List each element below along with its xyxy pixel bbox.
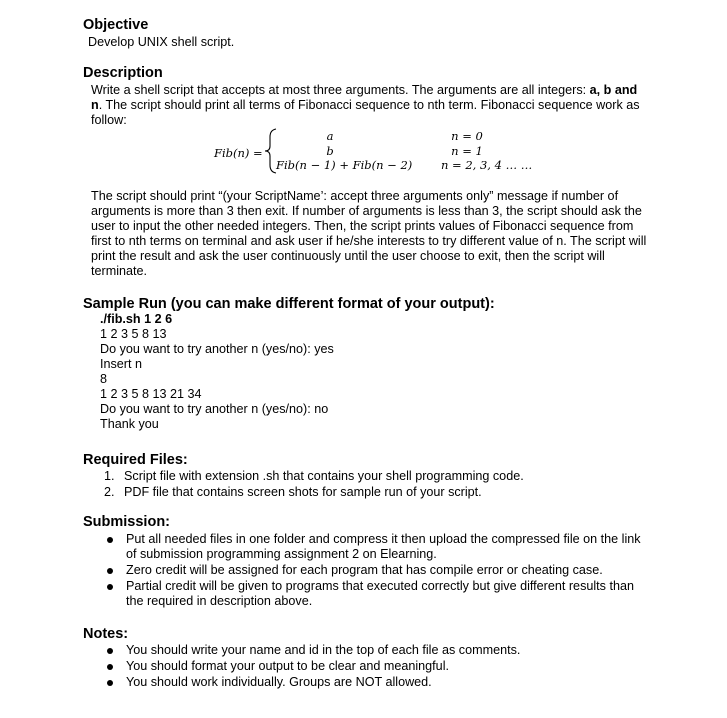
sample-line: 1 2 3 5 8 13 bbox=[100, 327, 167, 341]
required-files-heading: Required Files: bbox=[83, 452, 188, 468]
submission-item-2: Zero credit will be assigned for each program that has compile error or cheating case. bbox=[126, 563, 603, 577]
formula-case-3: Fib(n − 1) + Fib(n − 2) bbox=[276, 158, 413, 172]
sample-line-command: ./fib.sh 1 2 6 bbox=[100, 312, 173, 326]
formula-lhs: Fib(n) = bbox=[214, 146, 263, 160]
sample-line: Insert n bbox=[100, 357, 142, 371]
required-file-item-1: Script file with extension .sh that contains your shell programming code. bbox=[124, 469, 524, 483]
formula-cond-2: n = 1 bbox=[451, 144, 483, 158]
sample-run-heading: Sample Run (you can make different format of your output): bbox=[83, 296, 495, 312]
bullet-icon bbox=[107, 648, 113, 654]
required-file-num-1: 1. bbox=[104, 469, 115, 483]
notes-heading: Notes: bbox=[83, 626, 129, 642]
objective-text: Develop UNIX shell script. bbox=[88, 35, 235, 49]
bullet-icon bbox=[107, 568, 113, 574]
notes-item-1: You should write your name and id in the top of each file as comments. bbox=[126, 643, 521, 657]
description-p1-a: Write a shell script that accepts at most three arguments. The arguments are all integers: bbox=[91, 83, 590, 97]
sample-line: Do you want to try another n (yes/no): yes bbox=[100, 342, 334, 356]
sample-line: 8 bbox=[100, 372, 108, 386]
bullet-icon bbox=[107, 664, 113, 670]
description-p1-bold-n: and n bbox=[91, 83, 638, 112]
sample-run-output bbox=[100, 312, 334, 432]
sample-line: Thank you bbox=[100, 417, 159, 431]
description-paragraph-2: The script should print “(your ScriptName’: accept three arguments only” message if number of arguments is more than 3 then exit. If number of arguments is less than 3, the script should ask the user to input the other needed integers. Then, the script prints values of Fibonacci sequence from first to nth terms on terminal and ask user if he/she interests to try different value of n. The script will print the result and ask the user continuously until the user choose to exit, then the script will terminate. bbox=[91, 189, 647, 278]
submission-heading: Submission: bbox=[83, 514, 171, 530]
formula-cond-1: n = 0 bbox=[451, 129, 483, 143]
notes-item-2: You should format your output to be clear and meaningful. bbox=[126, 659, 449, 673]
bullet-icon bbox=[107, 680, 113, 686]
required-file-item-2: PDF file that contains screen shots for sample run of your script. bbox=[124, 485, 482, 499]
formula-case-2: b bbox=[326, 144, 334, 158]
formula-case-1: a bbox=[326, 129, 334, 143]
formula-cond-3: n = 2, 3, 4 … … bbox=[441, 158, 533, 172]
description-paragraph-1 bbox=[91, 83, 651, 128]
bullet-icon bbox=[107, 537, 113, 543]
sample-line: 1 2 3 5 8 13 21 34 bbox=[100, 387, 202, 401]
bullet-icon bbox=[107, 584, 113, 590]
sample-line: Do you want to try another n (yes/no): no bbox=[100, 402, 329, 416]
description-p1-d: . The script should print all terms of Fibonacci sequence to nth term. Fibonacci sequence work as follow: bbox=[91, 98, 640, 127]
notes-item-3: You should work individually. Groups are NOT allowed. bbox=[126, 675, 432, 689]
submission-item-1: Put all needed files in one folder and compress it then upload the compressed file on the link of submission programming assignment 2 on Elearning. bbox=[126, 532, 641, 561]
description-heading: Description bbox=[83, 65, 163, 81]
description-p1-bold-ab: a, b bbox=[589, 83, 612, 97]
required-file-num-2: 2. bbox=[104, 485, 115, 499]
submission-item-3: Partial credit will be given to programs that executed correctly but give different results than the required in description above. bbox=[126, 579, 634, 608]
objective-heading: Objective bbox=[83, 17, 149, 33]
